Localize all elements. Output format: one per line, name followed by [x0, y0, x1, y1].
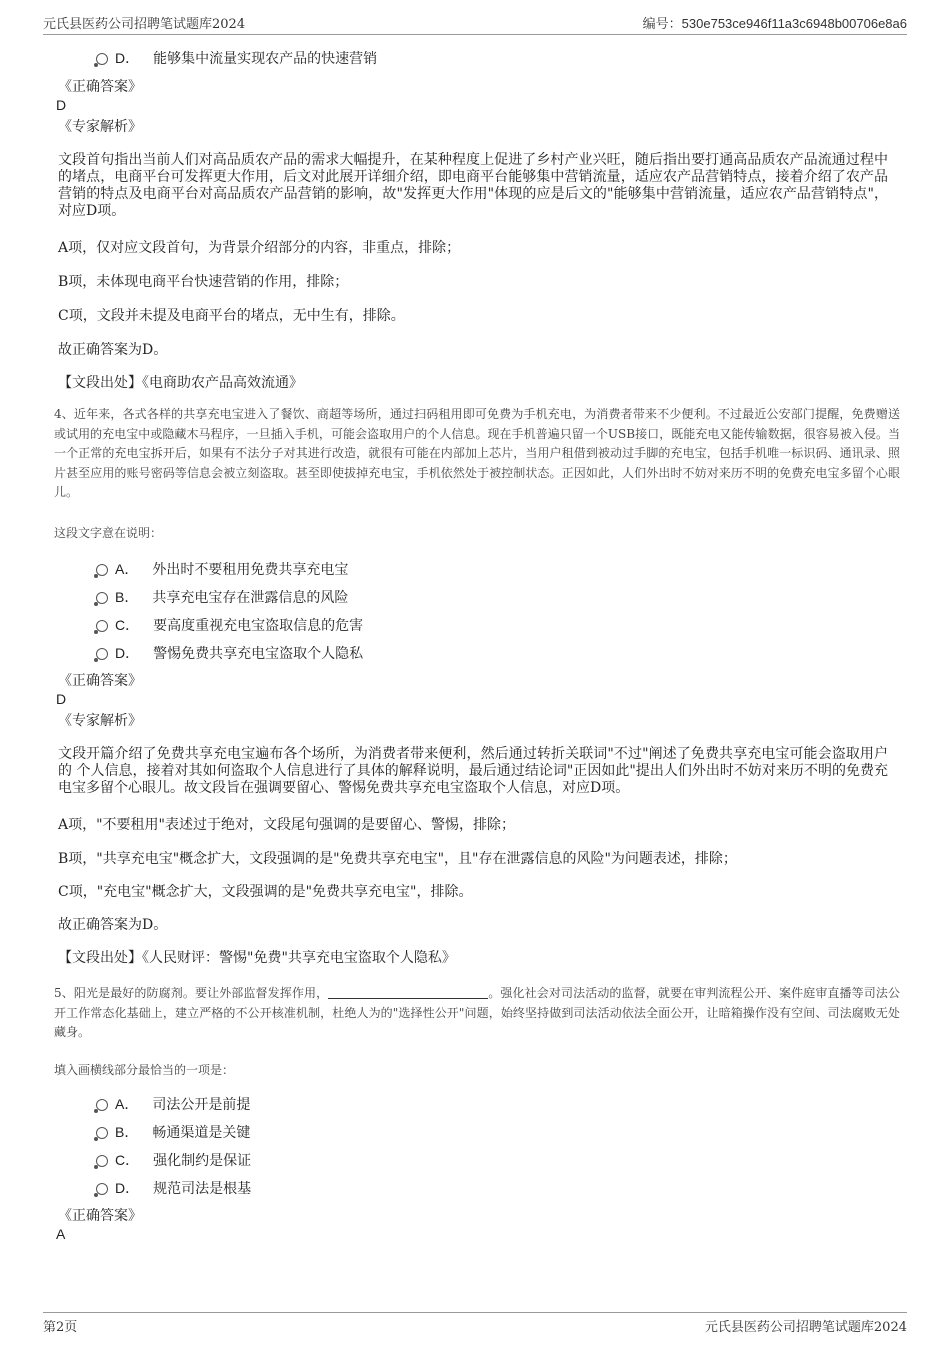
option-letter: D．	[115, 1180, 140, 1196]
page-number: 第2页	[43, 1320, 78, 1335]
q4-answer: D	[56, 691, 67, 707]
q5-option-c[interactable]	[96, 1150, 251, 1170]
q3-analysis-label: 《专家解析》	[58, 119, 142, 135]
option-text: 警惕免费共享充电宝盗取个人隐私	[153, 646, 364, 662]
q3-analysis-c: C项，文段并未提及电商平台的堵点，无中生有，排除。	[58, 308, 405, 324]
q5-question	[54, 984, 900, 1043]
q4-option-d[interactable]	[96, 643, 363, 663]
q4-analysis-a: A项，"不要租用"表述过于绝对，文段尾句强调的是要留心、警惕，排除；	[58, 817, 515, 833]
radio-icon[interactable]	[96, 53, 108, 65]
q5-answer: A	[56, 1226, 66, 1242]
option-text: 外出时不要租用免费共享充电宝	[152, 562, 349, 578]
q3-source: 【文段出处】《电商助农产品高效流通》	[58, 375, 303, 391]
header-code-label: 编号：	[642, 17, 682, 32]
q5-option-a[interactable]	[96, 1094, 250, 1114]
footer-title: 元氏县医药公司招聘笔试题库2024	[704, 1320, 907, 1335]
q3-analysis-b: B项，未体现电商平台快速营销的作用，排除；	[58, 274, 349, 290]
q4-source: 【文段出处】《人民财评：警惕"免费"共享充电宝盗取个人隐私》	[58, 950, 456, 966]
q4-analysis-c: C项，"充电宝"概念扩大，文段强调的是"免费共享充电宝"，排除。	[58, 884, 473, 900]
header-code-value: 530e753ce946f11a3c6948b00706e8a6	[681, 16, 907, 31]
option-letter: A．	[115, 561, 139, 577]
radio-icon[interactable]	[96, 564, 108, 576]
q4-option-a[interactable]	[96, 559, 348, 579]
q4-analysis-main: 文段开篇介绍了免费共享充电宝遍布各个场所，为消费者带来便利，然后通过转折关联词"不过"阐述了免费共享充电宝可能会盗取用户 的 个人信息，接着对其如何盗取个人信息进行了具体的解释说明，最后通过结论词"正因如此"提出人们外出时不妨对来历不明的免费充电宝多留个心眼儿。故文段旨在强调要留心、警惕免费共享充电宝盗取个人信息，对应D项。	[58, 746, 888, 796]
q3-analysis-main: 文段首句指出当前人们对高品质农产品的需求大幅提升，在某种程度上促进了乡村产业兴旺，随后指出要打通高品质农产品流通过程中的堵点，电商平台可发挥更大作用，后文对此展开详细介绍，即电商平台能够集中营销流量，适应农产品营销特点，接着介绍了农产品营销的特点及电商平台对高品质农产品营销的影响，故"发挥更大作用"体现的应是后文的"能够集中营销流量，适应农产品营销特点"，对应D项。	[58, 152, 888, 219]
q5-fill-blank	[328, 986, 488, 999]
option-letter: D．	[115, 50, 140, 66]
radio-icon[interactable]	[96, 1127, 108, 1139]
q3-analysis-a: A项，仅对应文段首句，为背景介绍部分的内容，非重点，排除；	[58, 240, 461, 256]
option-text: 能够集中流量实现农产品的快速营销	[153, 51, 378, 67]
option-letter: B．	[115, 1124, 139, 1140]
option-text: 强化制约是保证	[153, 1153, 252, 1169]
q3-answer-label: 《正确答案》	[58, 79, 142, 95]
radio-icon[interactable]	[96, 620, 108, 632]
header-title: 元氏县医药公司招聘笔试题库2024	[43, 17, 246, 32]
page-footer	[43, 1312, 907, 1335]
q3-conclusion: 故正确答案为D。	[58, 342, 168, 358]
q3-option-d[interactable]	[96, 48, 377, 68]
q4-question: 4、近年来，各式各样的共享充电宝进入了餐饮、商超等场所，通过扫码租用即可免费为手机充电，为消费者带来不少便利。不过最近公安部门提醒，免费赠送或试用的充电宝中或隐藏木马程序，一旦插入手机，可能会盗取用户的个人信息。现在手机普遍只留一个USB接口，既能充电又能传输数据，很容易被入侵。当一个正常的充电宝拆开后，如果有不法分子对其进行改造，就很有可能在内部加上芯片，当用户租借到被动过手脚的充电宝，包括手机唯一标识码、通讯录、照片甚至应用的账号密码等信息会被立刻盗取。甚至即使拔掉充电宝，手机依然处于被控制状态。正因如此，人们外出时不妨对来历不明的免费充电宝多留个心眼儿。	[54, 407, 900, 499]
q3-answer: D	[56, 97, 67, 113]
radio-icon[interactable]	[96, 648, 108, 660]
radio-icon[interactable]	[96, 1099, 108, 1111]
q4-prompt: 这段文字意在说明：	[54, 526, 163, 540]
option-letter: A．	[115, 1096, 139, 1112]
option-text: 司法公开是前提	[152, 1097, 251, 1113]
q5-question-end: 。强化社会对司法活动的监督，就要在审判流程公开、案件庭审直播等司法公开工作常态化基础上，建立严格的不公开核准机制，杜绝人为的"选择性公开"问题，始终坚持做到司法活动依法全面公开，让暗箱操作没有空间、司法腐败无处藏身。	[54, 986, 900, 1039]
q4-analysis-b: B项，"共享充电宝"概念扩大，文段强调的是"免费共享充电宝"，且"存在泄露信息的风险"为问题表述，排除；	[58, 851, 737, 867]
option-text: 共享充电宝存在泄露信息的风险	[152, 590, 349, 606]
option-letter: C．	[115, 617, 140, 633]
q5-prompt: 填入画横线部分最恰当的一项是：	[54, 1063, 235, 1077]
option-letter: B．	[115, 589, 139, 605]
q4-option-b[interactable]	[96, 587, 348, 607]
q4-option-c[interactable]	[96, 615, 363, 635]
option-text: 畅通渠道是关键	[152, 1125, 251, 1141]
header-code	[643, 13, 907, 32]
option-text: 要高度重视充电宝盗取信息的危害	[153, 618, 364, 634]
page-header	[43, 0, 907, 35]
q4-analysis-label: 《专家解析》	[58, 713, 142, 729]
option-text: 规范司法是根基	[153, 1181, 252, 1197]
option-letter: D．	[115, 645, 140, 661]
radio-icon[interactable]	[96, 1155, 108, 1167]
radio-icon[interactable]	[96, 592, 108, 604]
q4-conclusion: 故正确答案为D。	[58, 917, 168, 933]
option-letter: C．	[115, 1152, 140, 1168]
q5-option-d[interactable]	[96, 1178, 251, 1198]
radio-icon[interactable]	[96, 1183, 108, 1195]
q5-answer-label: 《正确答案》	[58, 1208, 142, 1224]
q5-option-b[interactable]	[96, 1122, 250, 1142]
q5-question-start: 5、阳光是最好的防腐剂。要让外部监督发挥作用，	[54, 986, 329, 1000]
q4-answer-label: 《正确答案》	[58, 673, 142, 689]
